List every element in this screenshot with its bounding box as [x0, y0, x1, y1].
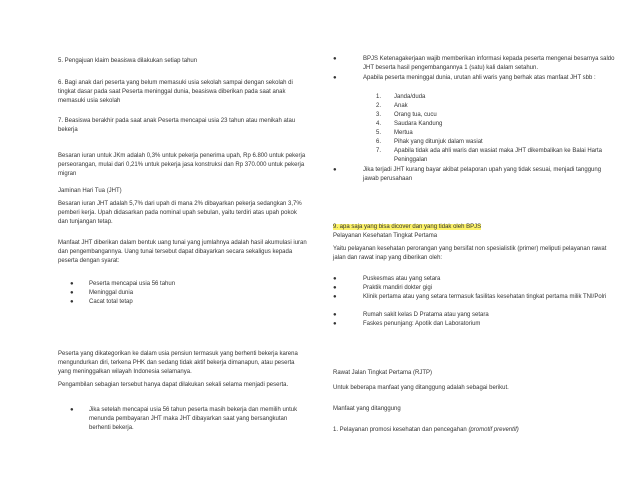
- bullet-icon: ●: [333, 276, 337, 282]
- paragraph-manfaat-intro: Untuk beberapa manfaat yang ditanggung adalah sebagai berikut.: [333, 385, 509, 391]
- paragraph-promosi-kesehatan: 1. Pelayanan promosi kesehatan dan pencegahan (promotif preventif): [333, 427, 519, 433]
- bullet-icon: ●: [333, 56, 337, 62]
- bullet-icon: ●: [70, 290, 74, 296]
- paragraph-manfaat-jht: Manfaat JHT diberikan dalam bentuk uang tunai yang jumlahnya adalah hasil akumulasi iuran dan pengembangannya. Uang tunai tersebut dapat dibayarkan secara sekaligus kepada peserta dengan syarat:: [58, 240, 307, 264]
- section-heading-9: [333, 223, 615, 232]
- subheading-pelayanan-tingkat-pertama: Pelayanan Kesehatan Tingkat Pertama: [333, 233, 438, 239]
- bullet-icon: ●: [333, 167, 337, 173]
- heading-manfaat-ditanggung: Manfaat yang ditanggung: [333, 406, 401, 412]
- paragraph-pelayanan-primer: Yaitu pelayanan kesehatan perorangan yang bersifat non spesialistik (primer) meliputi pelayanan rawat jalan dan rawat inap yang diberikan oleh:: [333, 246, 607, 261]
- bullet-icon: ●: [333, 75, 337, 81]
- paragraph-beasiswa-6: 6. Bagi anak dari peserta yang belum memasuki usia sekolah sampai dengan sekolah di tingkat dasar pada saat Peserta meninggal dunia, beasiswa diberikan pada saat anak memasuki usia sekolah: [58, 80, 293, 104]
- paragraph-iuran-jkm: Besaran iuran untuk JKm adalah 0,3% untuk pekerja penerima upah, Rp 6.800 untuk pekerja perseorangan, mulai dari 0,21% untuk pekerja jasa konstruksi dan Rp 370.000 untuk pekerja migran: [58, 153, 306, 177]
- heading-jht: Jaminan Hari Tua (JHT): [58, 188, 122, 194]
- heading-rjtp: Rawat Jalan Tingkat Pertama (RJTP): [333, 370, 433, 376]
- bullet-icon: ●: [333, 294, 337, 300]
- bullet-icon: ●: [70, 281, 74, 287]
- bullet-icon: ●: [333, 285, 337, 291]
- bullet-icon: ●: [333, 312, 337, 318]
- bullet-icon: ●: [70, 407, 74, 413]
- document-page: 5. Pengajuan klaim beasiswa dilakukan setiap tahun 6. Bagi anak dari peserta yang belum memasuki usia sekolah sampai dengan sekolah di tingkat dasar pada saat Peserta meninggal dunia, beasiswa diberikan pada saat anak memasuki usia sekolah 7. Beasiswa berakhir pada saat anak Peserta mencapai usia 23 tahun atau menikah atau bekerja Besaran iuran untuk JKm adalah 0,3% untuk pekerja penerima upah, Rp 6.800 untuk pekerja perseorangan, mulai dari 0,21% untuk pekerja jasa konstruksi dan Rp 370.000 untuk pekerja migran Jaminan Hari Tua (JHT) Besaran iuran JHT adalah 5,7% dari upah di mana 2% dibayarkan pekerja sedangkan 3,7% pemberi kerja. Upah didasarkan pada nominal upah sebulan, yaitu terdiri atas upah pokok dan tunjangan tetap. Manfaat JHT diberikan dalam bentuk uang tunai yang jumlahnya adalah hasil akumulasi iuran dan pengembangannya. Uang tunai tersebut dapat dibayarkan secara sekaligus kepada peserta dengan syarat: ● Peserta mencapai usia 56 tahun ● Meninggal dunia ● Cacat total tetap Peserta yang dikategorikan ke dalam usia pensiun termasuk yang berhenti bekerja karena mengundurkan diri, terkena PHK dan sedang tidak aktif bekerja dimanapun, atau peserta yang meninggalkan wilayah Indonesia selamanya. Pengambilan sebagian tersebut hanya dapat dilakukan sekali selama menjadi peserta. ● Jika setelah mencapai usia 56 tahun peserta masih bekerja dan memilih untuk menunda pembayaran JHT maka JHT dibayarkan saat yang bersangkutan berhenti bekerja. ● BPJS Ketenagakerjaan wajib memberikan informasi kepada peserta mengenai besarnya saldo JHT beserta hasil pengembangannya 1 (satu) kali dalam setahun. ● Apabila peserta meninggal dunia, urutan ahli waris yang berhak atas manfaat JHT sbb : 1. Janda/duda 2. Anak 3. Orang tua, cucu 4. Saudara Kandung 5. Mertua 6. Pihak yang ditunjuk dalam wasiat 7. Apabila tidak ada ahli waris dan wasiat maka JHT dikembalikan ke Balai Harta Peninggalan ● Jika terjadi JHT kurang bayar akibat pelaporan upah yang tidak sesuai, menjadi tanggung jawab perusahaan 9. apa saja yang bisa dicover dan yang tidak oleh BPJS Pelayanan Kesehatan Tingkat Pertama Yaitu pelayanan kesehatan perorangan yang bersifat non spesialistik (primer) meliputi pelayanan rawat jalan dan rawat inap yang diberikan oleh: ● Puskesmas atau yang setara ● Praktik mandiri dokter gigi ● Klinik pertama atau yang setara termasuk fasilitas kesehatan tingkat pertama milik TNI/Polri ● Rumah sakit kelas D Pratama atau yang setara ● Faskes penunjang: Apotik dan Laboratorium Rawat Jalan Tingkat Pertama (RJTP) Untuk beberapa manfaat yang ditanggung adalah sebagai berikut. Manfaat yang ditanggung 1. Pelayanan promosi kesehatan dan pencegahan (promotif preventif): [0, 0, 638, 493]
- paragraph-beasiswa-5: 5. Pengajuan klaim beasiswa dilakukan setiap tahun: [58, 58, 198, 64]
- bullet-icon: ●: [70, 299, 74, 305]
- highlighted-heading: 9. apa saja yang bisa dicover dan yang tidak oleh BPJS: [333, 224, 482, 230]
- bullet-icon: ●: [333, 321, 337, 327]
- paragraph-usia-pensiun: Peserta yang dikategorikan ke dalam usia pensiun termasuk yang berhenti bekerja karena mengundurkan diri, terkena PHK dan sedang tidak aktif bekerja dimanapun, atau peserta yang meninggalkan wilayah Indonesia selamanya.: [58, 351, 298, 375]
- paragraph-iuran-jht: Besaran iuran JHT adalah 5,7% dari upah di mana 2% dibayarkan pekerja sedangkan 3,7% pemberi kerja. Upah didasarkan pada nominal upah sebulan, yaitu terdiri atas upah pokok dan tunjangan tetap.: [58, 201, 302, 225]
- paragraph-pengambilan-sebagian: Pengambilan sebagian tersebut hanya dapat dilakukan sekali selama menjadi peserta.: [58, 382, 289, 388]
- paragraph-beasiswa-7: 7. Beasiswa berakhir pada saat anak Peserta mencapai usia 23 tahun atau menikah atau bekerja: [58, 118, 296, 133]
